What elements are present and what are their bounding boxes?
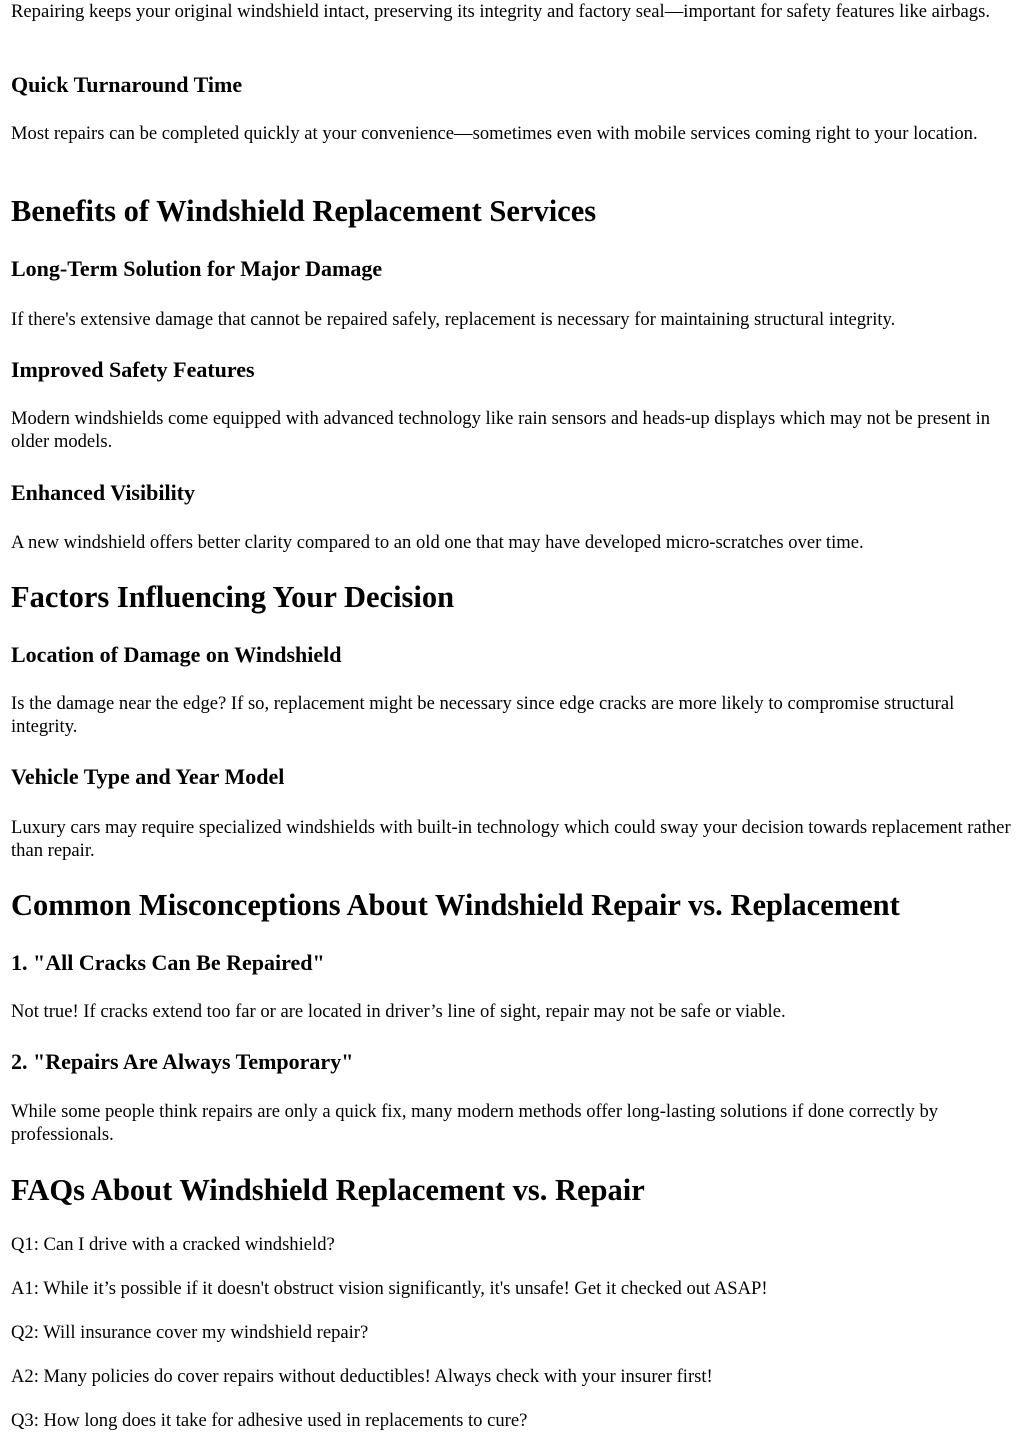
misconception-2-text: While some people think repairs are only a quick fix, many modern methods offer long-lasting solutions if done correctly by professionals.: [11, 1101, 939, 1145]
quick-turnaround-heading: Quick Turnaround Time: [11, 72, 243, 97]
faq-question-2: Q2: Will insurance cover my windshield repair?: [11, 1322, 369, 1343]
intro-paragraph: Repairing keeps your original windshield intact, preserving its integrity and factory seal—important for safety features like airbags.: [11, 1, 990, 22]
faq-question-3: Q3: How long does it take for adhesive used in replacements to cure?: [11, 1410, 528, 1431]
decision-factors-heading: Factors Influencing Your Decision: [11, 580, 455, 614]
damage-location-heading: Location of Damage on Windshield: [11, 642, 342, 667]
enhanced-visibility-heading: Enhanced Visibility: [11, 480, 196, 505]
faq-answer-2: A2: Many policies do cover repairs without deductibles! Always check with your insurer first!: [11, 1366, 713, 1387]
improved-safety-heading: Improved Safety Features: [11, 357, 255, 382]
improved-safety-text: Modern windshields come equipped with advanced technology like rain sensors and heads-up displays which may not be present in older models.: [11, 408, 991, 452]
damage-location-text: Is the damage near the edge? If so, replacement might be necessary since edge cracks are more likely to compromise structural integrity.: [11, 693, 955, 737]
quick-turnaround-text: Most repairs can be completed quickly at your convenience—sometimes even with mobile services coming right to your location.: [11, 123, 978, 144]
faq-question-1: Q1: Can I drive with a cracked windshield?: [11, 1234, 335, 1255]
long-term-solution-text: If there's extensive damage that cannot be repaired safely, replacement is necessary for maintaining structural integrity.: [11, 309, 896, 330]
misconception-1-heading: 1. "All Cracks Can Be Repaired": [11, 950, 325, 975]
enhanced-visibility-text: A new windshield offers better clarity compared to an old one that may have developed micro-scratches over time.: [11, 532, 864, 553]
faq-answer-1: A1: While it’s possible if it doesn't obstruct vision significantly, it's unsafe! Get it checked out ASAP!: [11, 1278, 768, 1299]
faqs-heading: FAQs About Windshield Replacement vs. Repair: [11, 1173, 645, 1207]
misconception-1-text: Not true! If cracks extend too far or are located in driver’s line of sight, repair may not be safe or viable.: [11, 1001, 786, 1022]
misconception-2-heading: 2. "Repairs Are Always Temporary": [11, 1049, 354, 1074]
vehicle-type-text: Luxury cars may require specialized windshields with built-in technology which could sway your decision towards replacement rather than repair.: [11, 817, 1011, 861]
replacement-benefits-heading: Benefits of Windshield Replacement Services: [11, 194, 597, 228]
misconceptions-heading: Common Misconceptions About Windshield Repair vs. Replacement: [11, 888, 900, 922]
vehicle-type-heading: Vehicle Type and Year Model: [11, 764, 285, 789]
long-term-solution-heading: Long-Term Solution for Major Damage: [11, 256, 383, 281]
